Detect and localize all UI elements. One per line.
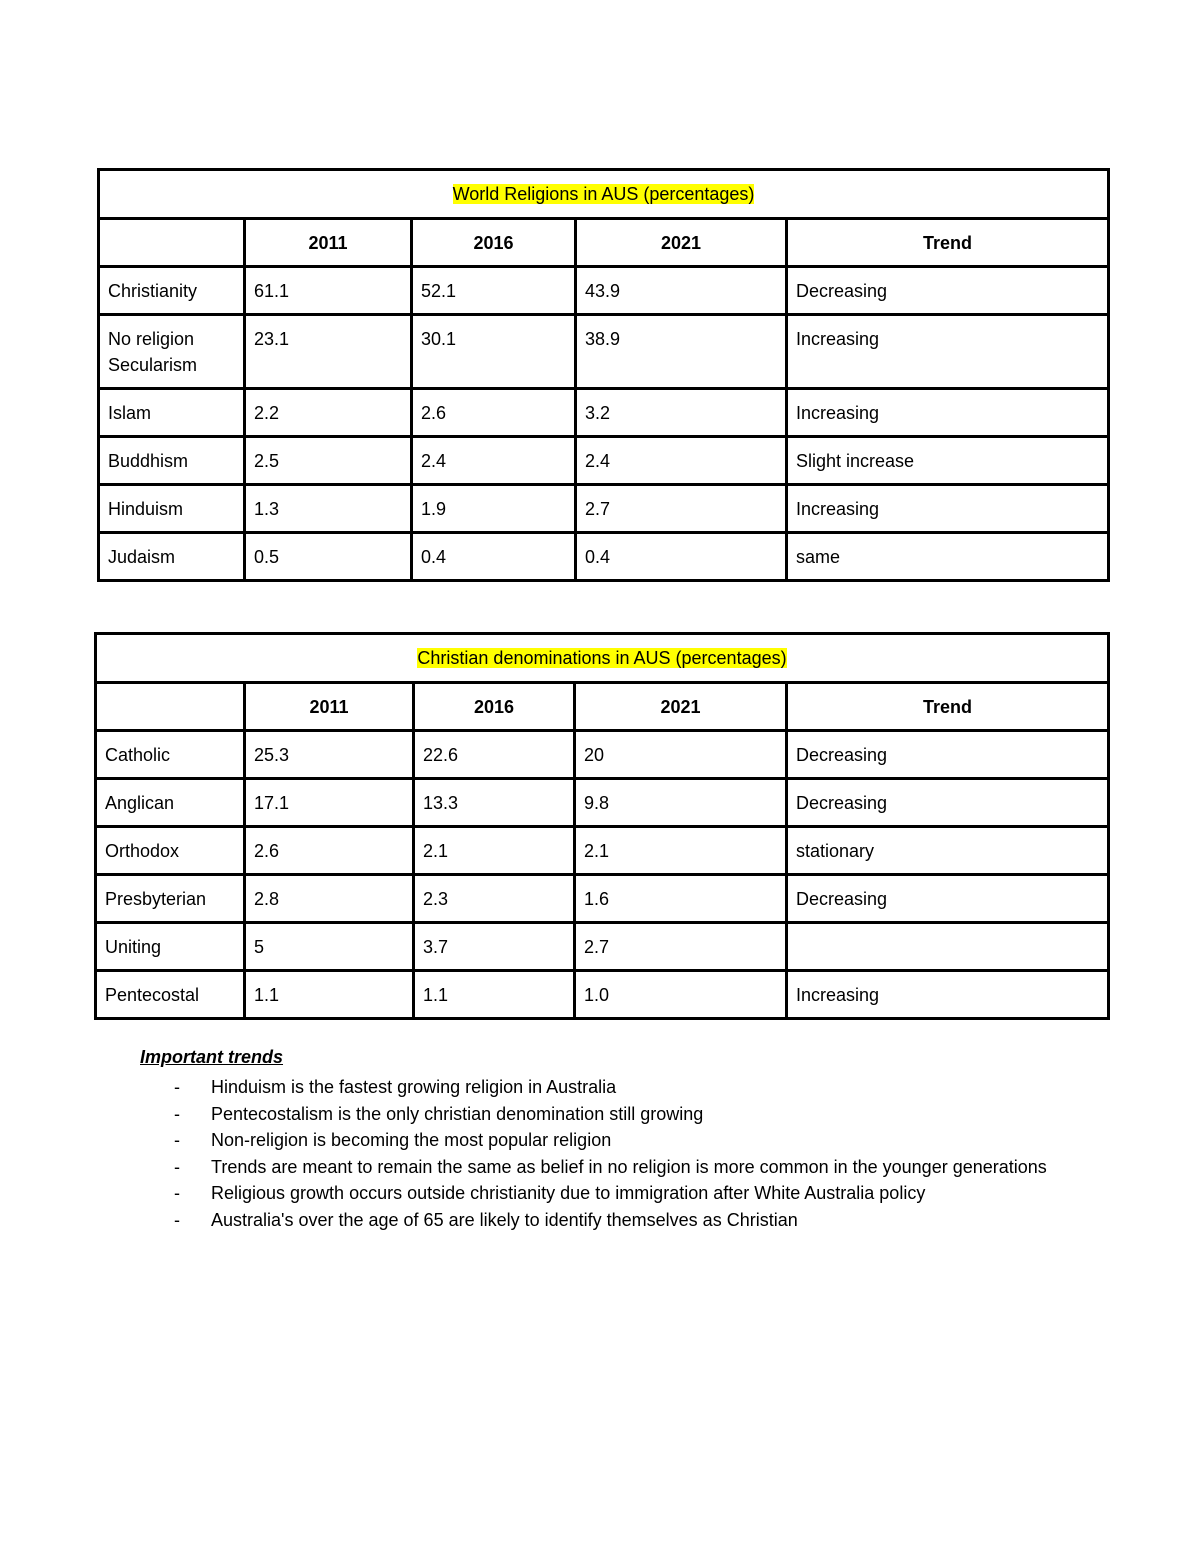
header-cell-2021: 2021 — [575, 683, 787, 731]
table-title-cell — [99, 170, 1109, 219]
value-cell: 2.4 — [576, 437, 787, 485]
trend-cell: Increasing — [787, 389, 1109, 437]
world-table-title: World Religions in AUS (percentages) — [452, 184, 755, 204]
value-cell: 2.6 — [412, 389, 576, 437]
value-cell: 2.7 — [575, 923, 787, 971]
value-cell: 17.1 — [245, 779, 414, 827]
value-cell: 1.1 — [245, 971, 414, 1019]
trend-cell: Increasing — [787, 485, 1109, 533]
list-item — [140, 1154, 1100, 1181]
trend-cell: Slight increase — [787, 437, 1109, 485]
value-cell: 30.1 — [412, 315, 576, 389]
header-cell-2016: 2016 — [414, 683, 575, 731]
header-cell-trend: Trend — [787, 219, 1109, 267]
header-cell-2021: 2021 — [576, 219, 787, 267]
trend-text: Religious growth occurs outside christianity due to immigration after White Australia policy — [211, 1183, 926, 1203]
trend-text: Pentecostalism is the only christian denomination still growing — [211, 1103, 704, 1124]
trend-text: Hinduism is the fastest growing religion in Australia — [211, 1077, 617, 1097]
header-cell-trend: Trend — [787, 683, 1109, 731]
religion-name-cell: No religion Secularism — [99, 315, 245, 389]
denomination-name-cell: Uniting — [96, 923, 245, 971]
value-cell: 23.1 — [245, 315, 412, 389]
trend-text: Non-religion is becoming the most popular religion — [211, 1130, 612, 1150]
trend-text: Australia's over the age of 65 are likely to identify themselves as Christian — [211, 1209, 798, 1230]
dash-bullet: - — [174, 1130, 180, 1150]
list-item — [140, 1207, 1100, 1234]
denomination-name-cell: Pentecostal — [96, 971, 245, 1019]
header-cell-2011: 2011 — [245, 219, 412, 267]
value-cell: 1.3 — [245, 485, 412, 533]
trends-list — [140, 1074, 1100, 1233]
christian-denominations-table — [94, 632, 1110, 1020]
table-title-cell — [96, 634, 1109, 683]
value-cell: 1.0 — [575, 971, 787, 1019]
trend-cell: stationary — [787, 827, 1109, 875]
value-cell: 5 — [245, 923, 414, 971]
value-cell: 13.3 — [414, 779, 575, 827]
value-cell: 20 — [575, 731, 787, 779]
religion-name-cell: Buddhism — [99, 437, 245, 485]
religion-name-cell: Islam — [99, 389, 245, 437]
table-row — [96, 779, 1109, 827]
table-row — [96, 875, 1109, 923]
trend-cell — [787, 923, 1109, 971]
value-cell: 0.4 — [412, 533, 576, 581]
dash-bullet: - — [174, 1183, 180, 1203]
list-item — [140, 1127, 1100, 1154]
value-cell: 2.3 — [414, 875, 575, 923]
value-cell: 1.6 — [575, 875, 787, 923]
value-cell: 1.1 — [414, 971, 575, 1019]
value-cell: 2.6 — [245, 827, 414, 875]
important-trends-section — [140, 1044, 1100, 1233]
trend-text: Trends are meant to remain the same as belief in no religion is more common in the younger generations — [211, 1156, 1047, 1177]
dash-bullet: - — [174, 1077, 180, 1097]
denomination-name-cell: Anglican — [96, 779, 245, 827]
table-row — [96, 731, 1109, 779]
trend-cell: Decreasing — [787, 267, 1109, 315]
table-row — [99, 437, 1109, 485]
dash-bullet: - — [174, 1103, 180, 1124]
value-cell: 22.6 — [414, 731, 575, 779]
table-row — [99, 533, 1109, 581]
table-row — [99, 485, 1109, 533]
value-cell: 3.7 — [414, 923, 575, 971]
value-cell: 43.9 — [576, 267, 787, 315]
value-cell: 2.1 — [575, 827, 787, 875]
trend-cell: Increasing — [787, 971, 1109, 1019]
value-cell: 2.1 — [414, 827, 575, 875]
denomination-name-cell: Presbyterian — [96, 875, 245, 923]
trends-heading: Important trends — [140, 1047, 284, 1067]
table-title-row — [96, 634, 1109, 683]
value-cell: 2.5 — [245, 437, 412, 485]
value-cell: 2.2 — [245, 389, 412, 437]
religion-name-cell: Judaism — [99, 533, 245, 581]
religion-name-cell: Christianity — [99, 267, 245, 315]
value-cell: 3.2 — [576, 389, 787, 437]
table-row — [96, 923, 1109, 971]
dash-bullet: - — [174, 1209, 180, 1230]
world-religions-table — [97, 168, 1110, 582]
list-item — [140, 1180, 1100, 1207]
religion-name-cell: Hinduism — [99, 485, 245, 533]
christian-table-title: Christian denominations in AUS (percentages) — [417, 648, 787, 668]
table-row — [99, 267, 1109, 315]
value-cell: 38.9 — [576, 315, 787, 389]
header-cell-2016: 2016 — [412, 219, 576, 267]
value-cell: 2.4 — [412, 437, 576, 485]
denomination-name-cell: Catholic — [96, 731, 245, 779]
header-cell — [99, 219, 245, 267]
value-cell: 2.7 — [576, 485, 787, 533]
table-header-row — [96, 683, 1109, 731]
trend-cell: Decreasing — [787, 779, 1109, 827]
value-cell: 0.4 — [576, 533, 787, 581]
table-row — [96, 971, 1109, 1019]
value-cell: 52.1 — [412, 267, 576, 315]
value-cell: 61.1 — [245, 267, 412, 315]
list-item — [140, 1074, 1100, 1101]
table-row — [99, 389, 1109, 437]
table-title-row — [99, 170, 1109, 219]
value-cell: 0.5 — [245, 533, 412, 581]
list-item — [140, 1101, 1100, 1128]
table-row — [99, 315, 1109, 389]
value-cell: 25.3 — [245, 731, 414, 779]
trend-cell: Decreasing — [787, 875, 1109, 923]
trend-cell: Increasing — [787, 315, 1109, 389]
denomination-name-cell: Orthodox — [96, 827, 245, 875]
dash-bullet: - — [174, 1156, 180, 1177]
value-cell: 2.8 — [245, 875, 414, 923]
table-header-row — [99, 219, 1109, 267]
trend-cell: Decreasing — [787, 731, 1109, 779]
value-cell: 1.9 — [412, 485, 576, 533]
table-row — [96, 827, 1109, 875]
value-cell: 9.8 — [575, 779, 787, 827]
header-cell — [96, 683, 245, 731]
trend-cell: same — [787, 533, 1109, 581]
header-cell-2011: 2011 — [245, 683, 414, 731]
